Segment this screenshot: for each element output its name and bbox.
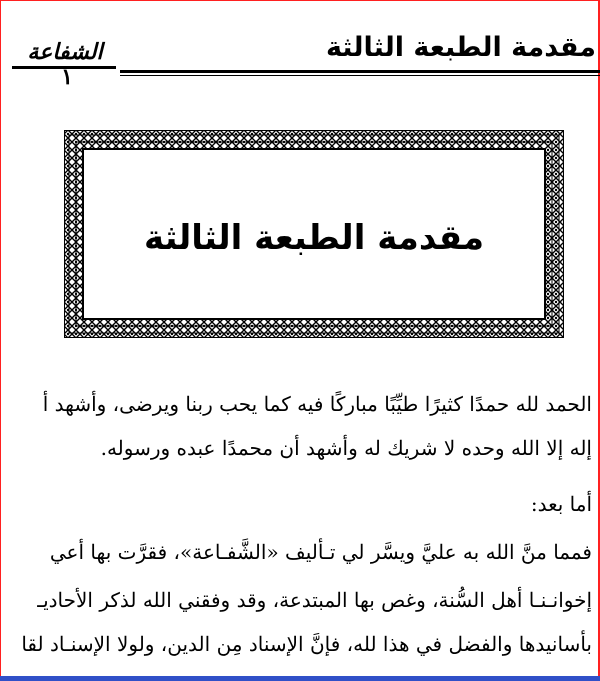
body-line: إله إلا الله وحده لا شريك له وأشهد أن محمدًا عبده ورسوله. — [100, 436, 592, 460]
body-line: بأسانيدها والفضل في هذا لله، فإنَّ الإسناد مِن الدين، ولولا الإسنـاد لقا — [21, 632, 592, 656]
frame-edge-bottom — [0, 676, 600, 681]
frame-edge-left — [0, 0, 1, 681]
section-title: مقدمة الطبعة الثالثة — [143, 218, 485, 258]
page-number: ١ — [61, 64, 73, 90]
body-line: أما بعد: — [530, 492, 592, 516]
body-line: إخوانـنـا أهل السُّنة، وغص بها المبتدعة، وقد وفقني الله لذكر الأحاديـ — [37, 588, 592, 612]
body-line: الحمد لله حمدًا كثيرًا طيِّبًا مباركًا فيه كما يحب ربنا ويرضى، وأشهد أ — [42, 392, 592, 416]
running-title: مقدمة الطبعة الثالثة — [325, 32, 596, 63]
book-title-mark: الشفاعة — [27, 39, 103, 65]
header-rule-thin — [120, 75, 600, 76]
header-rule — [120, 70, 600, 73]
frame-edge-top — [0, 0, 600, 1]
body-line: فمما منَّ الله به عليَّ ويسَّر لي تـأليف «الشَّفـاعة»، فقرَّت بها أعي — [49, 540, 592, 564]
